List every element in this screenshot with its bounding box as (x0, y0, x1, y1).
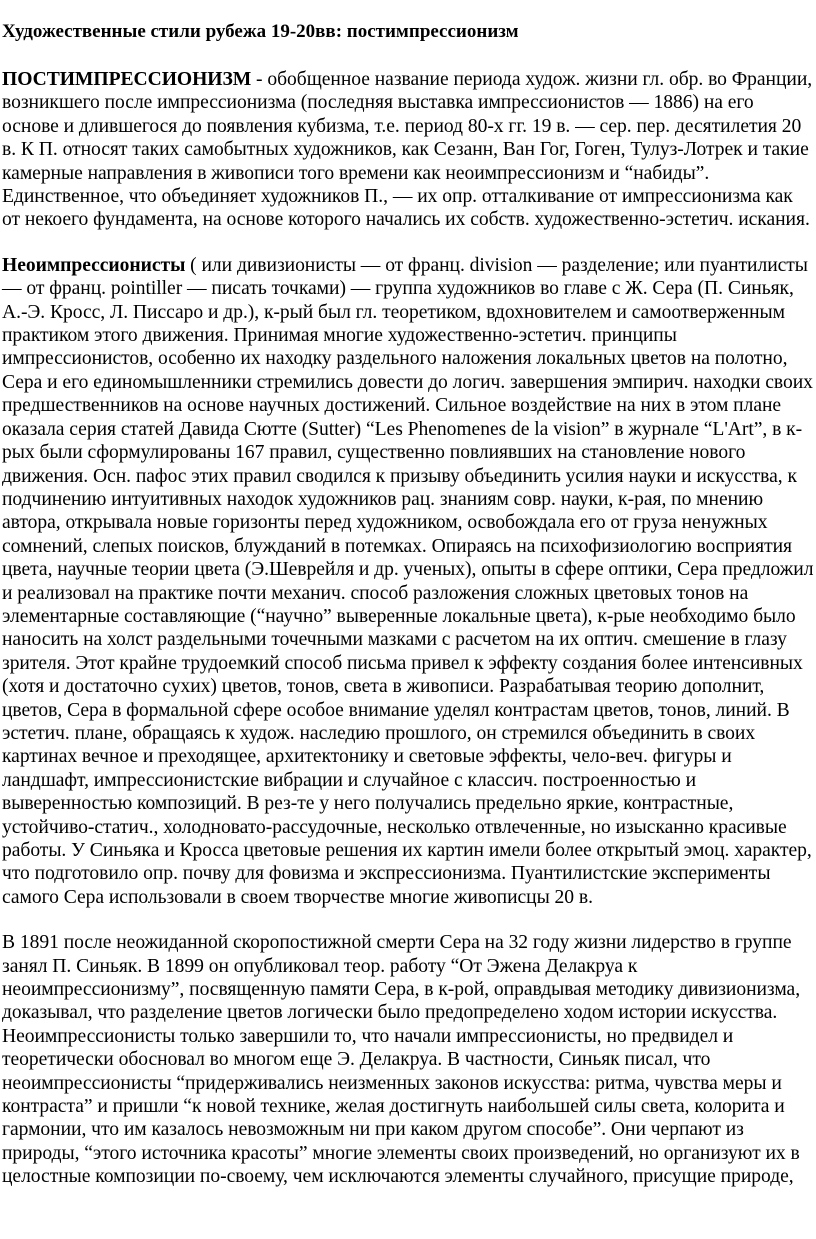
paragraph-neoimpressionists (2, 254, 814, 909)
paragraph-postimpressionism (2, 68, 814, 232)
term-postimpressionism: ПОСТИМПРЕССИОНИЗМ (2, 69, 252, 90)
document-title: Художественные стили рубежа 19-20вв: постимпрессионизм (2, 21, 519, 42)
paragraph-text: В 1891 после неожиданной скоропостижной смерти Сера на 32 году жизни лидерство в группе занял П. Синьяк. В 1899 он опубликовал теор. работу “От Эжена Делакруа к неоимпрессионизму”, посвященную памяти Сера, в к-рой, оправдывая методику дивизионизма, доказывал, что разделение цветов логически было предопределено ходом истории искусства. Неоимпрессионисты только завершили то, что начали импрессионисты, но предвидел и теоретически обосновал во многом еще Э. Делакруа. В частности, Синьяк писал, что неоимпрессионисты “придерживались неизменных законов искусства: ритма, чувства меры и контраста” и пришли “к новой технике, желая достигнуть наибольшей силы света, колорита и гармонии, что им казалось невозможным ни при каком другом способе”. Они черпают из природы, “этого источника красоты” многие элементы своих произведений, но организуют их в целостные композиции по-своему, чем исключаются элементы случайного, присущие природе, (2, 932, 801, 1188)
document-page (0, 20, 816, 1211)
paragraph-text: - обобщенное название периода худож. жизни гл. обр. во Франции, возникшего после импрессионизма (последняя выставка импрессионистов — 1886) на его основе и длившегося до появления кубизма, т.е. период 80-х гг. 19 в. — сер. пер. десятилетия 20 в. К П. относят таких самобытных художников, как Сезанн, Ван Гог, Гоген, Тулуз-Лотрек и такие камерные направления в живописи того времени как неоимпрессионизм и “набиды”. Единственное, что объединяет художников П., — их опр. отталкивание от импрессионизма как от некоего фундамента, на основе которого начались их собств. художественно-эстетич. искания. (2, 69, 813, 231)
paragraph-text: ( или дивизионисты — от франц. division — разделение; или пуантилисты — от франц. pointiller — писать точками) — группа художников во главе с Ж. Сера (П. Синьяк, А.-Э. Кросс, Л. Писсаро и др.), к-рый был гл. теоретиком, вдохновителем и самоотверженным практиком этого движения. Принимая многие художественно-эстетич. принципы импрессионистов, особенно их находку раздельного наложения локальных цветов на полотно, Сера и его единомышленники стремились довести до логич. завершения эмпирич. находки своих предшественников на основе научных достижений. Сильное воздействие на них в этом плане оказала серия статей Давида Сютте (Sutter) “Les Phenomenes de la vision” в журнале “L'Art”, в к-рых были сформулированы 167 правил, существенно повлиявших на становление нового движения. Осн. пафос этих правил сводился к призыву объединить усилия науки и искусства, к подчинению интуитивных находок художников рац. знаниям совр. науки, к-рая, по мнению автора, открывала новые горизонты перед художником, освобождала его от груза ненужных сомнений, слепых поисков, блужданий в потемках. Опираясь на психофизиологию восприятия цвета, научные теории цвета (Э.Шеврейля и др. ученых), опыты в сфере оптики, Сера предложил и реализовал на практике почти механич. способ разложения сложных цветовых тонов на элементарные составляющие (“научно” выверенные локальные цвета), к-рые необходимо было наносить на холст раздельными точечными мазками с расчетом на их оптич. смешение в глазу зрителя. Этот крайне трудоемкий способ письма привел к эффекту создания более интенсивных (хотя и достаточно сухих) цветов, тонов, света в живописи. Разрабатывая теорию дополнит, цветов, Сера в формальной сфере особое внимание уделял контрастам цветов, тонов, линий. В эстетич. плане, обращаясь к худож. наследию прошлого, он стремился объединить в своих картинах вечное и преходящее, архитектонику и световые эффекты, чело-веч. фигуры и ландшафт, импрессионистские вибрации и случайное с классич. построенностью и выверенностью композиций. В рез-те у него получались предельно яркие, контрастные, устойчиво-статич., холодновато-рассудочные, несколько отвлеченные, но изысканно красивые работы. У Синьяка и Кросса цветовые решения их картин имели более открытый эмоц. характер, что подготовило опр. почву для фовизма и экспрессионизма. Пуантилистские эксперименты самого Сера использовали в своем творчестве многие живописцы 20 в. (2, 254, 814, 908)
paragraph-signac (2, 931, 814, 1188)
term-neoimpressionists: Неоимпрессионисты (2, 254, 186, 276)
